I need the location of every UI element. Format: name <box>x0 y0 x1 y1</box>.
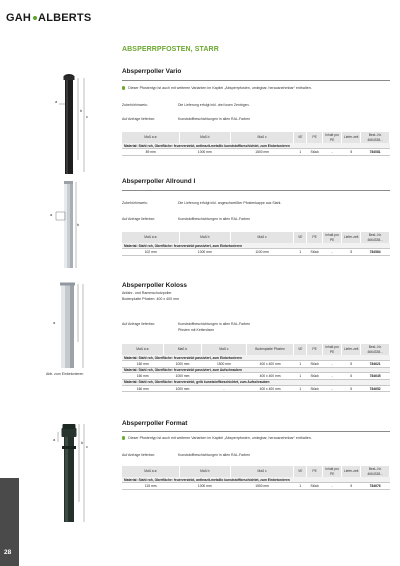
detail-key: Auf Anfrage lieferbar: <box>122 217 155 221</box>
column-header: Maß c <box>230 466 294 477</box>
detail-value: Kunststoffbeschichtungen in allen RAL-Farben <box>178 217 251 221</box>
table-cell: 102 mm <box>122 249 179 256</box>
column-header: Liefer-zeit <box>342 232 361 243</box>
detail-key: Auf Anfrage lieferbar: <box>122 117 155 121</box>
column-header: Liefer-zeit <box>342 344 361 355</box>
note-text: Dieser Pfostentyp ist auch mit weiteren Varianten im Kapitel „Absperrpfosten, umlegbar, herausnehmbar“ enthalten. <box>128 436 312 440</box>
column-header: Maß a ø <box>122 344 163 355</box>
column-header: PE <box>307 466 323 477</box>
product-table-vario <box>122 132 390 156</box>
column-header: Maß c <box>230 132 294 143</box>
table-cell: - <box>202 385 247 392</box>
dim-label-a: a <box>53 320 56 325</box>
column-header: Bodenplatte Pfosten <box>246 344 294 355</box>
column-header: Best.-Nr. 4664338... <box>361 132 390 143</box>
table-cell: 1500 mm <box>230 149 294 156</box>
article-number: 784652 <box>361 385 390 392</box>
table-header-row <box>122 132 390 143</box>
table-cell: 1 <box>294 361 307 368</box>
detail-value: Kunststoffbeschichtungen in allen RAL-Farben <box>178 453 251 457</box>
dim-label-a: a <box>53 437 56 442</box>
brand-logo <box>6 12 91 24</box>
column-header: Maß a ø <box>122 466 179 477</box>
column-header: Inhalt pro PE <box>323 466 342 477</box>
product-table-format <box>122 466 390 490</box>
table-cell: 1000 mm <box>163 373 201 380</box>
detail-value: Die Lieferung erfolgt inkl. drei losen Zentrigen. <box>178 103 250 107</box>
table-cell: Stück <box>307 361 323 368</box>
bullet-icon <box>122 436 125 439</box>
article-number: 784676 <box>361 483 390 490</box>
table-cell: 1000 mm <box>179 149 230 156</box>
table-cell: - <box>323 361 342 368</box>
bullet-icon <box>122 86 125 89</box>
bollard-vario-image <box>46 68 94 178</box>
table-cell: 160 mm <box>122 361 163 368</box>
column-header: Best.-Nr. 4664338... <box>361 466 390 477</box>
bollard-koloss-image <box>46 282 90 372</box>
column-header: Maß c <box>202 344 247 355</box>
column-header: Maß b <box>179 132 230 143</box>
dim-label-a: a <box>50 212 53 217</box>
product-subtitle: Bodenplatte Pfosten: 400 x 400 mm <box>122 297 180 301</box>
table-cell: 1 <box>294 149 307 156</box>
detail-row <box>122 322 250 334</box>
material-text: Material: Stahl roh, Oberfläche: feuerverzinkt passiviert, zum Aufschrauben <box>122 367 390 373</box>
column-header: Liefer-zeit <box>342 466 361 477</box>
column-header: Inhalt pro PE <box>323 344 342 355</box>
product-subtitle: Anfahr- und Rammschutzpoller <box>122 291 172 295</box>
page-number: 28 <box>4 549 12 556</box>
product-note <box>122 86 312 90</box>
table-cell: 1000 mm <box>163 361 201 368</box>
table-cell: 5 <box>342 483 361 490</box>
column-header: PE <box>307 232 323 243</box>
material-text: Material: Stahl roh, Oberfläche: feuerverzinkt, anthrazit-metallic kunststoffbeschichtet, zum Einbetonieren <box>122 143 390 149</box>
table-cell: 400 x 400 mm <box>246 361 294 368</box>
section-title: ABSPERRPFOSTEN, STARR <box>122 46 219 53</box>
article-number: 784621 <box>361 361 390 368</box>
material-text: Material: Stahl roh, Oberfläche: feuerverzinkt, gelb kunststoffbeschichtet, zum Aufschrauben <box>122 380 390 386</box>
table-cell: 1500 mm <box>202 361 247 368</box>
bollard-allround-image <box>48 180 88 272</box>
table-cell: - <box>323 373 342 380</box>
table-cell: 1 <box>294 483 307 490</box>
table-row <box>122 385 390 392</box>
table-header-row <box>122 344 390 355</box>
table-cell: 1100 mm <box>230 249 294 256</box>
detail-value: Die Lieferung erfolgt inkl. angeschweißter Pfostenkappe aus Stahl. <box>178 201 282 205</box>
table-cell: 400 x 400 mm <box>246 373 294 380</box>
note-text: Dieser Pfostentyp ist auch mit weiteren Varianten im Kapitel „Absperrpfosten, umlegbar, herausnehmbar“ enthalten. <box>128 86 312 90</box>
detail-value: Kunststoffbeschichtungen in allen RAL-Farben <box>178 117 251 121</box>
dim-label-b: b <box>77 222 80 227</box>
material-text: Material: Stahl roh, Oberfläche: feuerverzinkt passiviert, zum Einbetonieren <box>122 355 390 361</box>
divider <box>122 431 390 432</box>
column-header: Inhalt pro PE <box>323 132 342 143</box>
table-cell: - <box>323 385 342 392</box>
detail-row <box>122 117 250 121</box>
column-header: VE <box>294 232 307 243</box>
column-header: VE <box>294 466 307 477</box>
column-header: Maß a ø <box>122 132 179 143</box>
column-header: PE <box>307 344 323 355</box>
column-header: PE <box>307 132 323 143</box>
detail-key: Auf Anfrage lieferbar: <box>122 453 155 457</box>
column-header: Maß b <box>179 466 230 477</box>
detail-row <box>122 103 250 107</box>
table-cell: - <box>202 373 247 380</box>
brand-left: GAH <box>6 12 32 24</box>
table-cell: Stück <box>307 385 323 392</box>
bollard-format-image <box>46 420 94 526</box>
article-number: 784584 <box>361 249 390 256</box>
table-cell: 1 <box>294 249 307 256</box>
column-header: Best.-Nr. 4664338... <box>361 232 390 243</box>
material-text: Material: Stahl roh, Oberfläche: feuerverzinkt passiviert, zum Einbetonieren <box>122 243 390 249</box>
table-cell: 5 <box>342 249 361 256</box>
brand-dot-icon <box>33 16 37 20</box>
detail-row <box>122 201 281 205</box>
article-number: 784081 <box>361 149 390 156</box>
table-row <box>122 483 390 490</box>
table-cell: 5 <box>342 373 361 380</box>
table-cell: 400 x 400 mm <box>246 385 294 392</box>
table-row <box>122 361 390 368</box>
detail-key: Auf Anfrage lieferbar: <box>122 322 155 326</box>
column-header: VE <box>294 132 307 143</box>
product-title-format: Absperrpoller Format <box>122 420 188 427</box>
table-cell: - <box>323 249 342 256</box>
table-cell: 1500 mm <box>230 483 294 490</box>
table-cell: 1 <box>294 373 307 380</box>
table-cell: 5 <box>342 361 361 368</box>
table-cell: 115 mm <box>122 483 179 490</box>
table-cell: 1000 mm <box>179 483 230 490</box>
dim-label-c: c <box>86 444 88 449</box>
table-header-row <box>122 232 390 243</box>
table-cell: 1000 mm <box>163 385 201 392</box>
table-row <box>122 373 390 380</box>
table-cell: Stück <box>307 483 323 490</box>
table-cell: - <box>323 149 342 156</box>
table-cell: Stück <box>307 149 323 156</box>
column-header: Maß b <box>163 344 201 355</box>
table-cell: 5 <box>342 385 361 392</box>
column-header: VE <box>294 344 307 355</box>
brand-right: ALBERTS <box>38 12 92 24</box>
dim-label-c: c <box>86 114 88 119</box>
column-header: Maß a ø <box>122 232 179 243</box>
table-cell: 89 mm <box>122 149 179 156</box>
divider <box>122 190 390 191</box>
table-cell: Stück <box>307 373 323 380</box>
table-row <box>122 149 390 156</box>
table-cell: 1 <box>294 385 307 392</box>
divider <box>122 80 390 81</box>
detail-key: Zubehörhinweis: <box>122 103 148 107</box>
product-table-allround <box>122 232 390 256</box>
dim-label-a: a <box>55 99 58 104</box>
table-cell: 1000 mm <box>179 249 230 256</box>
product-table-koloss <box>122 344 390 392</box>
table-row <box>122 249 390 256</box>
column-header: Liefer-zeit <box>342 132 361 143</box>
detail-row <box>122 453 250 457</box>
product-title-allround: Absperrpoller Allround I <box>122 178 196 185</box>
product-title-vario: Absperrpoller Vario <box>122 68 182 75</box>
detail-key: Zubehörhinweis: <box>122 201 148 205</box>
material-text: Material: Stahl roh, Oberfläche: feuerverzinkt, anthrazit-metallic kunststoffbeschichtet, zum Einbetonieren <box>122 477 390 483</box>
column-header: Inhalt pro PE <box>323 232 342 243</box>
dim-label-b: b <box>81 440 84 445</box>
table-header-row <box>122 466 390 477</box>
product-note <box>122 436 312 440</box>
column-header: Maß c <box>230 232 294 243</box>
table-cell: 5 <box>342 149 361 156</box>
table-cell: 160 mm <box>122 373 163 380</box>
dim-label-b: b <box>80 108 83 113</box>
table-cell: 160 mm <box>122 385 163 392</box>
article-number: 784645 <box>361 373 390 380</box>
detail-row <box>122 217 250 221</box>
column-header: Best.-Nr. 4664338... <box>361 344 390 355</box>
table-cell: - <box>323 483 342 490</box>
detail-value: Kunststoffbeschichtungen in allen RAL-Farben Pfosten mit Kettenösen <box>178 322 251 332</box>
product-title-koloss: Absperrpoller Koloss <box>122 282 187 289</box>
image-caption: Abb. zum Einbetonieren <box>46 372 84 376</box>
table-cell: Stück <box>307 249 323 256</box>
column-header: Maß b <box>179 232 230 243</box>
